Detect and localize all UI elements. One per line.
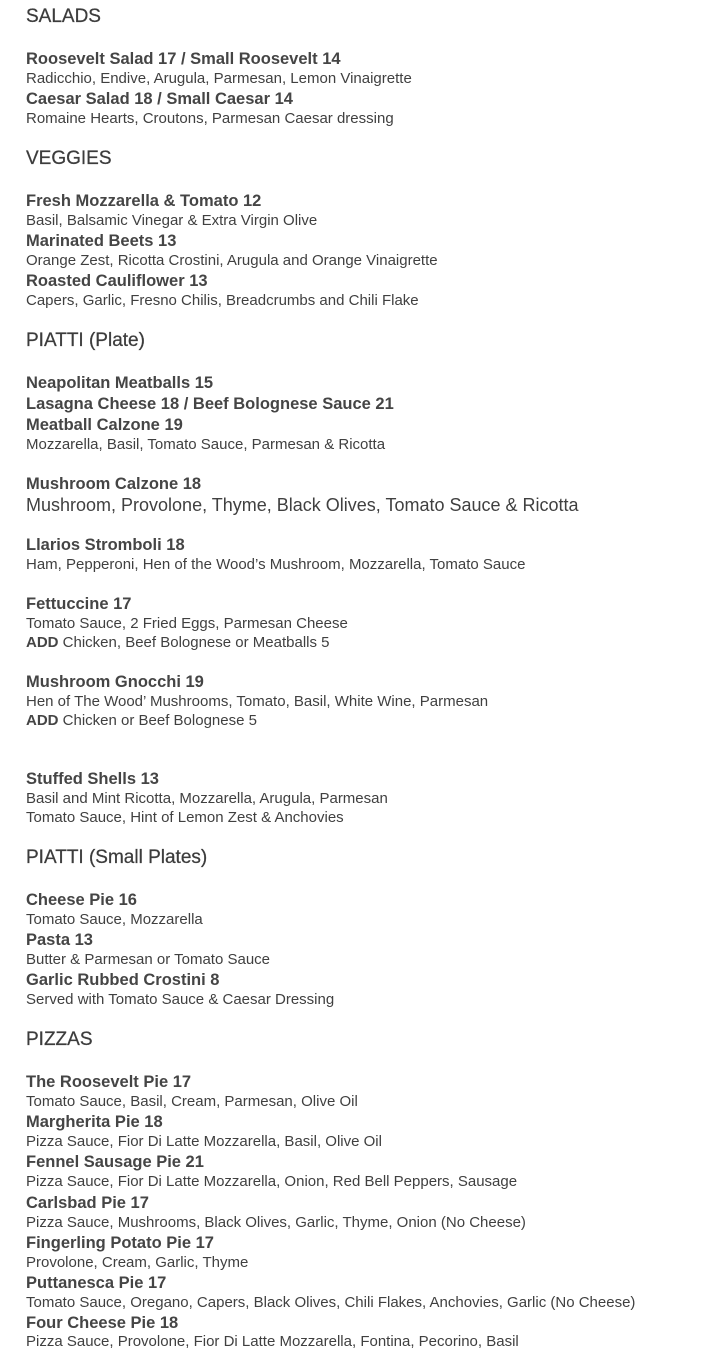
menu-item-desc: Tomato Sauce, Mozzarella bbox=[26, 911, 203, 928]
menu-item-name: Neapolitan Meatballs 15 bbox=[26, 374, 214, 392]
menu-item-desc: Pizza Sauce, Fior Di Latte Mozzarella, Onion, Red Bell Peppers, Sausage bbox=[26, 1173, 518, 1190]
add-label: ADD bbox=[26, 634, 59, 651]
menu-item-name: Cheese Pie 16 bbox=[26, 891, 137, 909]
menu-item-desc: Hen of The Wood’ Mushrooms, Tomato, Basil, White Wine, Parmesan bbox=[26, 693, 489, 710]
menu-item-desc: Butter & Parmesan or Tomato Sauce bbox=[26, 951, 271, 968]
menu-item-desc: Tomato Sauce, 2 Fried Eggs, Parmesan Cheese bbox=[26, 615, 348, 632]
menu-item-desc: Tomato Sauce, Basil, Cream, Parmesan, Olive Oil bbox=[26, 1093, 358, 1110]
menu-item-name: Lasagna Cheese 18 / Beef Bolognese Sauce 21 bbox=[26, 395, 394, 413]
menu-item-desc: Pizza Sauce, Mushrooms, Black Olives, Garlic, Thyme, Onion (No Cheese) bbox=[26, 1214, 526, 1231]
menu-item-desc: Basil and Mint Ricotta, Mozzarella, Arugula, Parmesan bbox=[26, 790, 388, 807]
menu-item-name: Llarios Stromboli 18 bbox=[26, 536, 185, 554]
menu-item-name: The Roosevelt Pie 17 bbox=[26, 1073, 192, 1091]
menu-item-name: Fresh Mozzarella & Tomato 12 bbox=[26, 192, 262, 210]
menu-item-name: Pasta 13 bbox=[26, 931, 93, 949]
section-title-pizzas: PIZZAS bbox=[26, 1029, 93, 1050]
menu-item-name: Carlsbad Pie 17 bbox=[26, 1194, 149, 1212]
menu-item-name: Mushroom Calzone 18 bbox=[26, 475, 202, 493]
menu-item-desc: Romaine Hearts, Croutons, Parmesan Caesar dressing bbox=[26, 110, 394, 127]
menu-item-name: Fettuccine 17 bbox=[26, 595, 132, 613]
menu-item-desc: Provolone, Cream, Garlic, Thyme bbox=[26, 1254, 249, 1271]
menu-item-add-line bbox=[26, 633, 330, 652]
menu-item-name: Marinated Beets 13 bbox=[26, 232, 177, 250]
menu-item-name: Meatball Calzone 19 bbox=[26, 416, 183, 434]
menu-item-name: Stuffed Shells 13 bbox=[26, 770, 159, 788]
menu-item-desc: Tomato Sauce, Oregano, Capers, Black Olives, Chili Flakes, Anchovies, Garlic (No Cheese) bbox=[26, 1294, 636, 1311]
menu-item-name: Fennel Sausage Pie 21 bbox=[26, 1153, 204, 1171]
menu-item-desc: Mozzarella, Basil, Tomato Sauce, Parmesan & Ricotta bbox=[26, 436, 386, 453]
menu-item-name: Four Cheese Pie 18 bbox=[26, 1314, 179, 1332]
section-title-veggies: VEGGIES bbox=[26, 148, 112, 169]
menu-item-desc: Ham, Pepperoni, Hen of the Wood’s Mushroom, Mozzarella, Tomato Sauce bbox=[26, 556, 526, 573]
menu-item-desc: Orange Zest, Ricotta Crostini, Arugula and Orange Vinaigrette bbox=[26, 252, 438, 269]
menu-item-add-line bbox=[26, 711, 257, 730]
menu-item-name: Roasted Cauliflower 13 bbox=[26, 272, 208, 290]
menu-item-name: Puttanesca Pie 17 bbox=[26, 1274, 167, 1292]
add-label: ADD bbox=[26, 712, 59, 729]
menu-item-desc: Radicchio, Endive, Arugula, Parmesan, Lemon Vinaigrette bbox=[26, 70, 412, 87]
menu-item-name: Margherita Pie 18 bbox=[26, 1113, 163, 1131]
menu-item-name: Caesar Salad 18 / Small Caesar 14 bbox=[26, 90, 293, 108]
section-title-piatti: PIATTI (Plate) bbox=[26, 330, 145, 351]
menu-item-desc: Basil, Balsamic Vinegar & Extra Virgin Olive bbox=[26, 212, 318, 229]
add-text: Chicken or Beef Bolognese 5 bbox=[58, 712, 257, 729]
section-title-salads: SALADS bbox=[26, 6, 101, 27]
menu-item-desc: Capers, Garlic, Fresno Chilis, Breadcrumbs and Chili Flake bbox=[26, 292, 419, 309]
menu-item-desc: Mushroom, Provolone, Thyme, Black Olives, Tomato Sauce & Ricotta bbox=[26, 495, 579, 515]
section-title-small-plates: PIATTI (Small Plates) bbox=[26, 847, 208, 868]
menu-item-name: Garlic Rubbed Crostini 8 bbox=[26, 971, 220, 989]
menu-item-desc: Pizza Sauce, Provolone, Fior Di Latte Mozzarella, Fontina, Pecorino, Basil bbox=[26, 1333, 519, 1350]
menu-item-desc: Tomato Sauce, Hint of Lemon Zest & Anchovies bbox=[26, 809, 344, 826]
menu-item-desc: Served with Tomato Sauce & Caesar Dressing bbox=[26, 991, 335, 1008]
menu-item-desc: Pizza Sauce, Fior Di Latte Mozzarella, Basil, Olive Oil bbox=[26, 1133, 382, 1150]
add-text: Chicken, Beef Bolognese or Meatballs 5 bbox=[58, 634, 330, 651]
menu-item-name: Fingerling Potato Pie 17 bbox=[26, 1234, 214, 1252]
menu-item-name: Mushroom Gnocchi 19 bbox=[26, 673, 204, 691]
menu-item-name: Roosevelt Salad 17 / Small Roosevelt 14 bbox=[26, 50, 341, 68]
